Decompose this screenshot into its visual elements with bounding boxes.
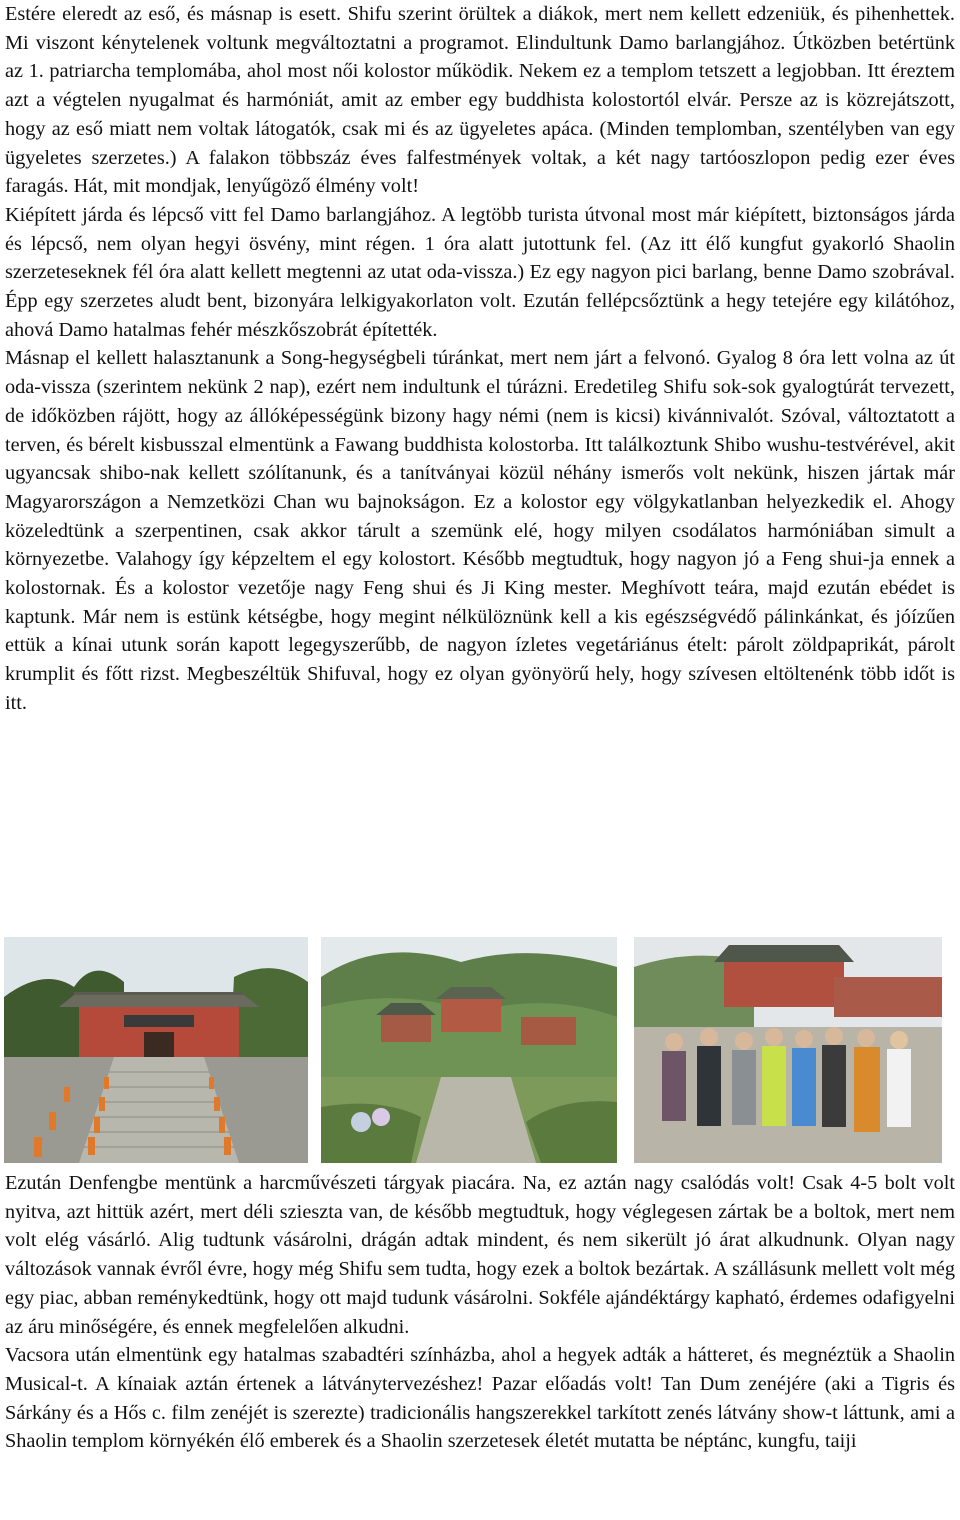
paragraph: Vacsora után elmentünk egy hatalmas szabadtéri színházba, ahol a hegyek adták a hátteret, és megnéztük a Shaolin Musical-t. A kínaiak aztán értenek a látványtervezéshez! Pazar előadás volt! Tan Dum zenéjére (aki a Tigris és Sárkány és a Hős c. film zenéjét is szerezte) tradicionális hangszerekkel tarkított zenés látvány show-t láttunk, ami a Shaolin templom környékén élő emberek és a Shaolin szerzetesek életét mutatta be néptánc, kungfu, taiji — [5, 1344, 955, 1453]
paragraph: Kiépített járda és lépcső vitt fel Damo barlangjához. A legtöbb turista útvonal most már kiépített, biztonságos járda és lépcső, nem olyan hegyi ösvény, mint régen. 1 óra alatt jutottunk fel. (Az itt élő kungfut gyakorló Shaolin szerzeteseknek fél óra alatt kellett megtenni az utat oda-vissza.) Ez egy nagyon pici barlang, benne Damo szobrával. Épp egy szerzetes aludt bent, bizonyára lelkigyakorlaton volt. Ezután fellépcsőztünk a hegy tetejére egy kilátóhoz, ahová Damo hatalmas fehér mészkőszobrát építették. — [5, 203, 955, 341]
article-text-bottom — [5, 1169, 955, 1456]
paragraph: Estére eleredt az eső, és másnap is esett. Shifu szerint örültek a diákok, mert nem kellett edzeniük, és pihenhettek. Mi viszont kénytelenek voltunk megváltoztatni a programot. Elindultunk Damo barlangjához. Útközben betértünk az 1. patriarcha templomába, ahol most női kolostor működik. Nekem ez a templom tetszett a legjobban. Itt éreztem azt a végtelen nyugalmat és harmóniát, amit az ember egy buddhista kolostortól elvár. Persze az is közrejátszott, hogy az eső miatt nem voltak látogatók, csak mi és az ügyeletes apáca. (Minden templomban, szentélyben van egy ügyeletes szerzetes.) A falakon többszáz éves falfestmények voltak, a két nagy tartóoszlopon pedig ezer éves faragás. Hát, mit mondjak, lenyűgöző élmény volt! — [5, 3, 955, 198]
monastery-valley-photo — [321, 937, 617, 1163]
temple-stairs-photo — [4, 937, 308, 1163]
article-text-top — [5, 0, 955, 718]
group-photo — [634, 937, 942, 1163]
paragraph: Másnap el kellett halasztanunk a Song-hegységbeli túránkat, mert nem járt a felvonó. Gyalog 8 óra lett volna az út oda-vissza (szerintem nekünk 2 nap), ezért nem indultunk el túrázni. Eredetileg Shifu sok-sok gyalogtúrát tervezett, de időközben rájött, hogy az állóképességünk bizony hagy némi (nem is kicsi) kivánnivalót. Szóval, változtatott a terven, és bérelt kisbusszal elmentünk a Fawang buddhista kolostorba. Itt találkoztunk Shibo wushu-testvérével, akit ugyancsak shibo-nak kellett szólítanunk, és a tanítványai közül néhány ismerős volt nekünk, hiszen jártak már Magyarországon a Nemzetközi Chan wu bajnokságon. Ez a kolostor egy völgykatlanban helyezkedik el. Ahogy közeledtünk a szerpentinen, csak akkor tárult a szemünk elé, hogy milyen csodálatos harmóniában simult a környezetbe. Valahogy így képzeltem el egy kolostort. Később megtudtuk, hogy nagyon jó a Feng shui-ja ennek a kolostornak. És a kolostor vezetője nagy Feng shui és Ji King mester. Meghívott teára, majd ezután ebédet is kaptunk. Már nem is estünk kétségbe, hogy megint nélkülöznünk kell a kis egészségvédő pálinkánkat, és jóízűen ettük a kínai utunk során kapott legegyszerűbb, de nagyon ízletes vegetáriánus ételt: párolt zöldpaprikát, párolt krumplit és főtt rizst. Megbeszéltük Shifuval, hogy ez olyan gyönyörű hely, hogy szívesen eltöltenénk több időt is itt. — [5, 347, 955, 714]
paragraph: Ezután Denfengbe mentünk a harcművészeti tárgyak piacára. Na, ez aztán nagy csalódás volt! Csak 4-5 bolt volt nyitva, azt hittük azért, mert déli sziesztа van, de később megtudtuk, hogy véglegesen zártak be a boltok, mert nem volt elég vásárló. Alig tudtunk vásárolni, drágán adtak mindent, és nem sikerült jó árat alkudnunk. Olyan nagy változások vannak évről évre, hogy még Shifu sem tudta, hogy ezek a boltok bezártak. A szállásunk mellett volt még egy piac, abban reménykedtünk, hogy ott majd tudunk vásárolni. Sokféle ajándéktárgy kapható, érdemes odafigyelni az áru minőségére, és ennek megfelelően alkudni. — [5, 1172, 955, 1338]
